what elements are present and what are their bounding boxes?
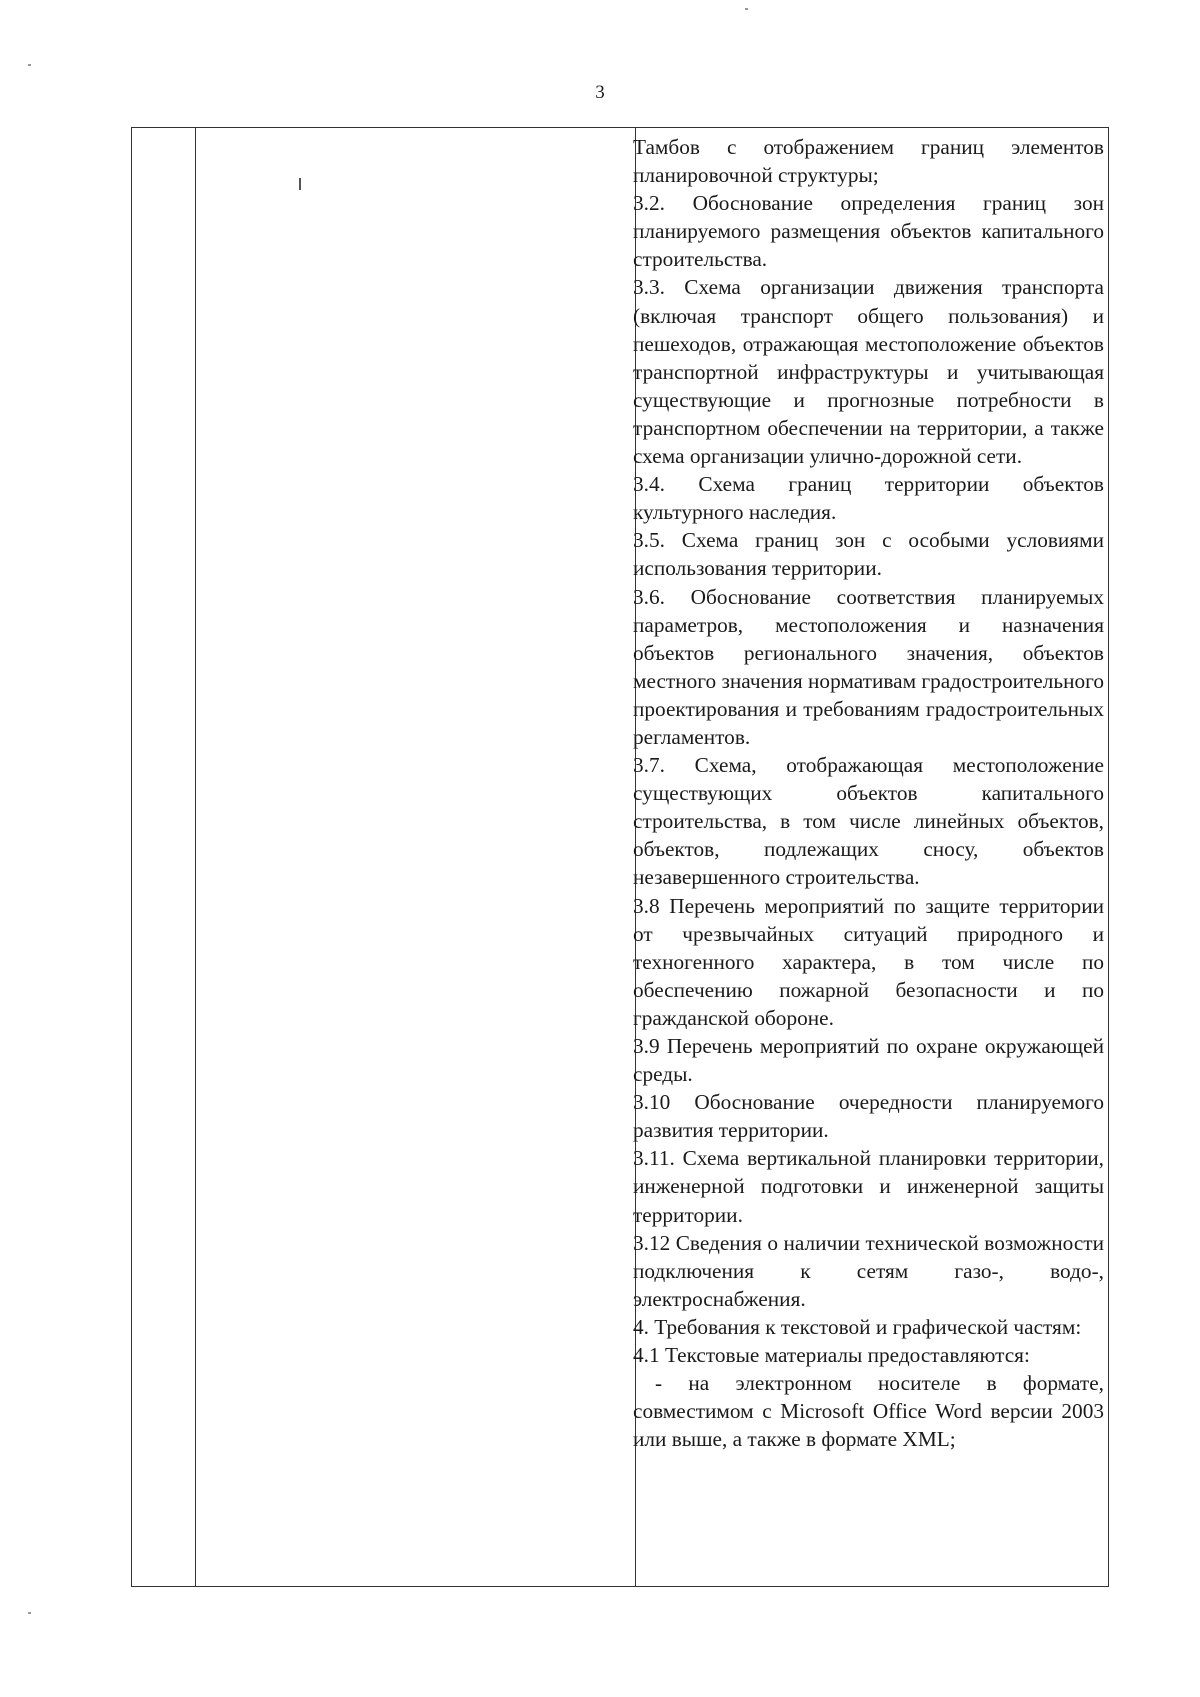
paragraph-3-6: 3.6. Обоснование соответствия планируемых параметров, местоположения и назначения объектов регионального значения, объектов местного значения нормативам градостроительного проектирования и требованиям градостроительных регламентов.	[633, 584, 1104, 749]
paragraph-3-12: 3.12 Сведения о наличии технической возможности подключения к сетям газо-, водо-, электроснабжения.	[633, 1230, 1104, 1311]
scan-mark	[299, 178, 301, 190]
paragraph-3-8: 3.8 Перечень мероприятий по защите территории от чрезвычайных ситуаций природного и техногенного характера, в том числе по обеспечению пожарной безопасности и по гражданской обороне.	[633, 893, 1104, 1030]
paragraph-3-3: 3.3. Схема организации движения транспорта (включая транспорт общего пользования) и пешеходов, отражающая местоположение объектов транспортной инфраструктуры и учитывающая существующие и прогнозные потребности в транспортном обеспечении на территории, а также схема организации улично-дорожной сети.	[633, 275, 1104, 469]
paragraph-3-5: 3.5. Схема границ зон с особыми условиями использования территории.	[633, 528, 1104, 581]
paragraph-3-2: 3.2. Обоснование определения границ зон планируемого размещения объектов капитального строительства.	[633, 191, 1104, 272]
paragraph-continuation: Тамбов с отображением границ элементов планировочной структуры;	[633, 135, 1104, 188]
paragraph-3-4: 3.4. Схема границ территории объектов культурного наследия.	[633, 472, 1104, 525]
paragraph-3-7: 3.7. Схема, отображающая местоположение существующих объектов капитального строительства, в том числе линейных объектов, объектов, подлежащих сносу, объектов незавершенного строительства.	[633, 753, 1104, 890]
paragraph-4-1-item: - на электронном носителе в формате, совместимом с Microsoft Office Word версии 2003 или выше, а также в формате XML;	[633, 1371, 1104, 1452]
paragraph-3-9: 3.9 Перечень мероприятий по охране окружающей среды.	[633, 1034, 1104, 1087]
scan-speck	[28, 64, 31, 66]
paragraph-4: 4. Требования к текстовой и графической частям:	[633, 1314, 1082, 1339]
table-cell-content	[633, 133, 1104, 1453]
scan-speck	[28, 1612, 31, 1614]
column-divider-1	[195, 128, 196, 1586]
page-number: 3	[595, 82, 605, 103]
paragraph-3-11: 3.11. Схема вертикальной планировки территории, инженерной подготовки и инженерной защиты территории.	[633, 1146, 1104, 1227]
scan-speck	[745, 8, 748, 10]
paragraph-3-10: 3.10 Обоснование очередности планируемого развития территории.	[633, 1090, 1104, 1143]
paragraph-4-1: 4.1 Текстовые материалы предоставляются:	[633, 1343, 1030, 1368]
